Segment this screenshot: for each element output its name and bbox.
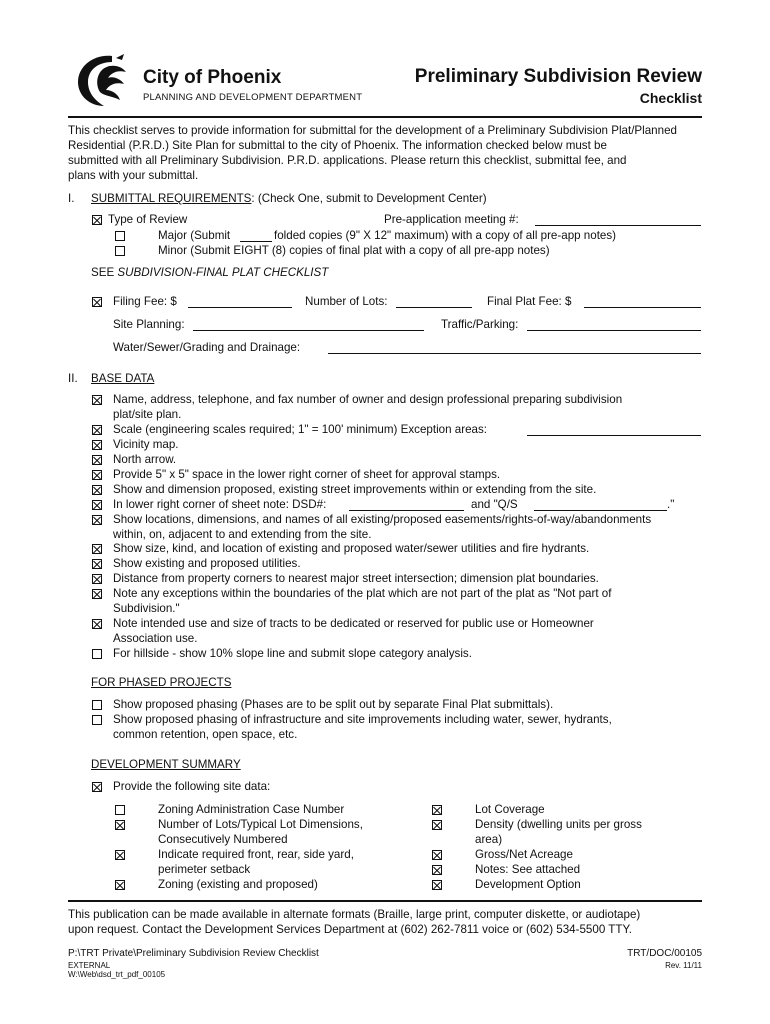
base-data-item-cont: within, on, adjacent to and extending from the site. xyxy=(113,528,372,541)
base-data-item-cont: plat/site plan. xyxy=(113,408,182,421)
base-data-item: Distance from property corners to nearest major street intersection; dimension plat boundaries. xyxy=(113,572,599,585)
phased-checkbox[interactable] xyxy=(92,700,102,710)
summary-left-item: Number of Lots/Typical Lot Dimensions, xyxy=(158,818,363,831)
section-1-heading xyxy=(91,192,487,205)
base-data-item-cont: Subdivision." xyxy=(113,602,180,615)
summary-left-item: Indicate required front, rear, side yard, xyxy=(158,848,354,861)
base-data-item: In lower right corner of sheet note: DSD#: xyxy=(113,498,327,511)
provide-site-data-checkbox[interactable] xyxy=(92,782,102,792)
number-of-lots-label: Number of Lots: xyxy=(305,295,388,308)
section-2-number: II. xyxy=(68,372,78,385)
summary-right-item: Gross/Net Acreage xyxy=(475,848,573,861)
phased-heading: FOR PHASED PROJECTS xyxy=(91,676,232,689)
filing-fee-field[interactable] xyxy=(188,307,292,308)
base-data-checkbox[interactable] xyxy=(92,649,102,659)
base-data-item-cont: Association use. xyxy=(113,632,198,645)
summary-right-checkbox[interactable] xyxy=(432,820,442,830)
base-data-item: For hillside - show 10% slope line and submit slope category analysis. xyxy=(113,647,472,660)
major-copies-field[interactable] xyxy=(240,241,272,242)
base-data-item: Show existing and proposed utilities. xyxy=(113,557,301,570)
section-1-number: I. xyxy=(68,192,75,205)
summary-right-checkbox[interactable] xyxy=(432,880,442,890)
site-planning-label: Site Planning: xyxy=(113,318,185,331)
base-data-checkbox[interactable] xyxy=(92,589,102,599)
footer-rule xyxy=(68,900,702,902)
exception-areas-field[interactable] xyxy=(527,435,701,436)
intro-line-1: This checklist serves to provide information for submittal for the development of a Preliminary Subdivision Plat/Planned xyxy=(68,124,677,137)
phased-item: Show proposed phasing of infrastructure and site improvements including water, sewer, hydrants, xyxy=(113,713,612,726)
major-label-prefix: Major (Submit xyxy=(158,229,231,242)
provide-site-data-label: Provide the following site data: xyxy=(113,780,271,793)
traffic-parking-label: Traffic/Parking: xyxy=(441,318,519,331)
footer-external: EXTERNAL xyxy=(68,961,111,970)
footer-path: P:\TRT Private\Preliminary Subdivision Review Checklist xyxy=(68,948,319,959)
summary-right-item: Notes: See attached xyxy=(475,863,581,876)
final-plat-fee-field[interactable] xyxy=(584,307,701,308)
intro-line-4: plans with your submittal. xyxy=(68,169,199,182)
qs-label: and "Q/S xyxy=(471,498,518,511)
base-data-item: Note any exceptions within the boundaries of the plat which are not part of the plat as "Not part of xyxy=(113,587,612,600)
footer-revision: Rev. 11/11 xyxy=(665,961,702,970)
filing-fee-label: Filing Fee: $ xyxy=(113,295,177,308)
base-data-item: Show and dimension proposed, existing street improvements within or extending from the site. xyxy=(113,483,597,496)
org-name: City of Phoenix xyxy=(143,67,282,88)
section-2-heading: BASE DATA xyxy=(91,372,155,385)
major-label-suffix: folded copies (9" X 12" maximum) with a copy of all pre-app notes) xyxy=(274,229,617,242)
summary-left-checkbox[interactable] xyxy=(115,820,125,830)
publication-line-1: This publication can be made available in alternate formats (Braille, large print, computer diskette, or audiotape) xyxy=(68,908,641,921)
final-plat-fee-label: Final Plat Fee: $ xyxy=(487,295,572,308)
qs-end: ." xyxy=(667,498,675,511)
intro-line-3: submitted with all Preliminary Subdivision. P.R.D. applications. Please return this checklist, submittal fee, and xyxy=(68,154,627,167)
base-data-checkbox[interactable] xyxy=(92,485,102,495)
minor-label: Minor (Submit EIGHT (8) copies of final plat with a copy of all pre-app notes) xyxy=(158,244,550,257)
base-data-item: Show size, kind, and location of existing and proposed water/sewer utilities and fire hydrants. xyxy=(113,542,590,555)
water-sewer-field[interactable] xyxy=(328,353,701,354)
summary-left-checkbox[interactable] xyxy=(115,880,125,890)
page-subtitle: Checklist xyxy=(639,90,702,106)
summary-left-item: Zoning (existing and proposed) xyxy=(158,878,318,891)
base-data-checkbox[interactable] xyxy=(92,500,102,510)
phased-item: Show proposed phasing (Phases are to be split out by separate Final Plat submittals). xyxy=(113,698,554,711)
phased-checkbox[interactable] xyxy=(92,715,102,725)
traffic-parking-field[interactable] xyxy=(527,330,701,331)
publication-line-2: upon request. Contact the Development Services Department at (602) 262-7811 voice or (602) 534-5500 TTY. xyxy=(68,923,632,936)
page-title: Preliminary Subdivision Review xyxy=(414,66,702,87)
base-data-checkbox[interactable] xyxy=(92,619,102,629)
summary-right-item-cont: area) xyxy=(475,833,503,846)
base-data-item: Vicinity map. xyxy=(113,438,179,451)
phased-item-cont: common retention, open space, etc. xyxy=(113,728,298,741)
base-data-item: Note intended use and size of tracts to be dedicated or reserved for public use or Homeowner xyxy=(113,617,594,630)
summary-left-item-cont: Consecutively Numbered xyxy=(158,833,288,846)
base-data-checkbox[interactable] xyxy=(92,544,102,554)
minor-checkbox[interactable] xyxy=(115,246,125,256)
base-data-item: Show locations, dimensions, and names of all existing/proposed easements/rights-of-way/abandonments xyxy=(113,513,652,526)
base-data-item: Name, address, telephone, and fax number of owner and design professional preparing subdivision xyxy=(113,393,623,406)
major-checkbox[interactable] xyxy=(115,231,125,241)
base-data-item: North arrow. xyxy=(113,453,177,466)
intro-line-2: Residential (P.R.D.) Site Plan for submittal to the city of Phoenix. The information checked below must be xyxy=(68,139,607,152)
summary-right-checkbox[interactable] xyxy=(432,850,442,860)
type-of-review-label: Type of Review xyxy=(108,213,188,226)
base-data-checkbox[interactable] xyxy=(92,440,102,450)
summary-left-item-cont: perimeter setback xyxy=(158,863,251,876)
summary-right-item: Density (dwelling units per gross xyxy=(475,818,642,831)
base-data-checkbox[interactable] xyxy=(92,395,102,405)
summary-right-item: Development Option xyxy=(475,878,581,891)
summary-left-checkbox[interactable] xyxy=(115,850,125,860)
number-of-lots-field[interactable] xyxy=(396,307,472,308)
dsd-number-field[interactable] xyxy=(349,510,464,511)
base-data-checkbox[interactable] xyxy=(92,559,102,569)
summary-left-item: Zoning Administration Case Number xyxy=(158,803,345,816)
phoenix-logo-icon xyxy=(72,50,138,112)
preapp-field[interactable] xyxy=(535,225,701,226)
filing-fee-checkbox[interactable] xyxy=(92,297,102,307)
summary-right-item: Lot Coverage xyxy=(475,803,545,816)
base-data-checkbox[interactable] xyxy=(92,470,102,480)
summary-left-checkbox[interactable] xyxy=(115,805,125,815)
summary-right-checkbox[interactable] xyxy=(432,805,442,815)
base-data-item: Provide 5" x 5" space in the lower right corner of sheet for approval stamps. xyxy=(113,468,501,481)
qs-field[interactable] xyxy=(534,510,667,511)
base-data-checkbox[interactable] xyxy=(92,515,102,525)
base-data-checkbox[interactable] xyxy=(92,455,102,465)
see-final-plat-checklist: SEE SUBDIVISION-FINAL PLAT CHECKLIST xyxy=(91,266,329,279)
header-rule xyxy=(68,116,702,118)
dept-name: PLANNING AND DEVELOPMENT DEPARTMENT xyxy=(143,92,363,103)
section-1-note: : (Check One, submit to Development Center) xyxy=(251,192,487,205)
summary-right-checkbox[interactable] xyxy=(432,865,442,875)
base-data-item: Scale (engineering scales required; 1" = 100' minimum) Exception areas: xyxy=(113,423,487,436)
site-planning-field[interactable] xyxy=(193,330,424,331)
section-1-title: SUBMITTAL REQUIREMENTS xyxy=(91,192,252,205)
preapp-label: Pre-application meeting #: xyxy=(384,213,519,226)
summary-heading: DEVELOPMENT SUMMARY xyxy=(91,758,241,771)
base-data-checkbox[interactable] xyxy=(92,425,102,435)
footer-doc-number: TRT/DOC/00105 xyxy=(627,948,702,959)
footer-web-path: W:\Web\dsd_trt_pdf_00105 xyxy=(68,970,166,979)
base-data-checkbox[interactable] xyxy=(92,574,102,584)
water-sewer-label: Water/Sewer/Grading and Drainage: xyxy=(113,341,301,354)
type-of-review-checkbox[interactable] xyxy=(92,215,102,225)
